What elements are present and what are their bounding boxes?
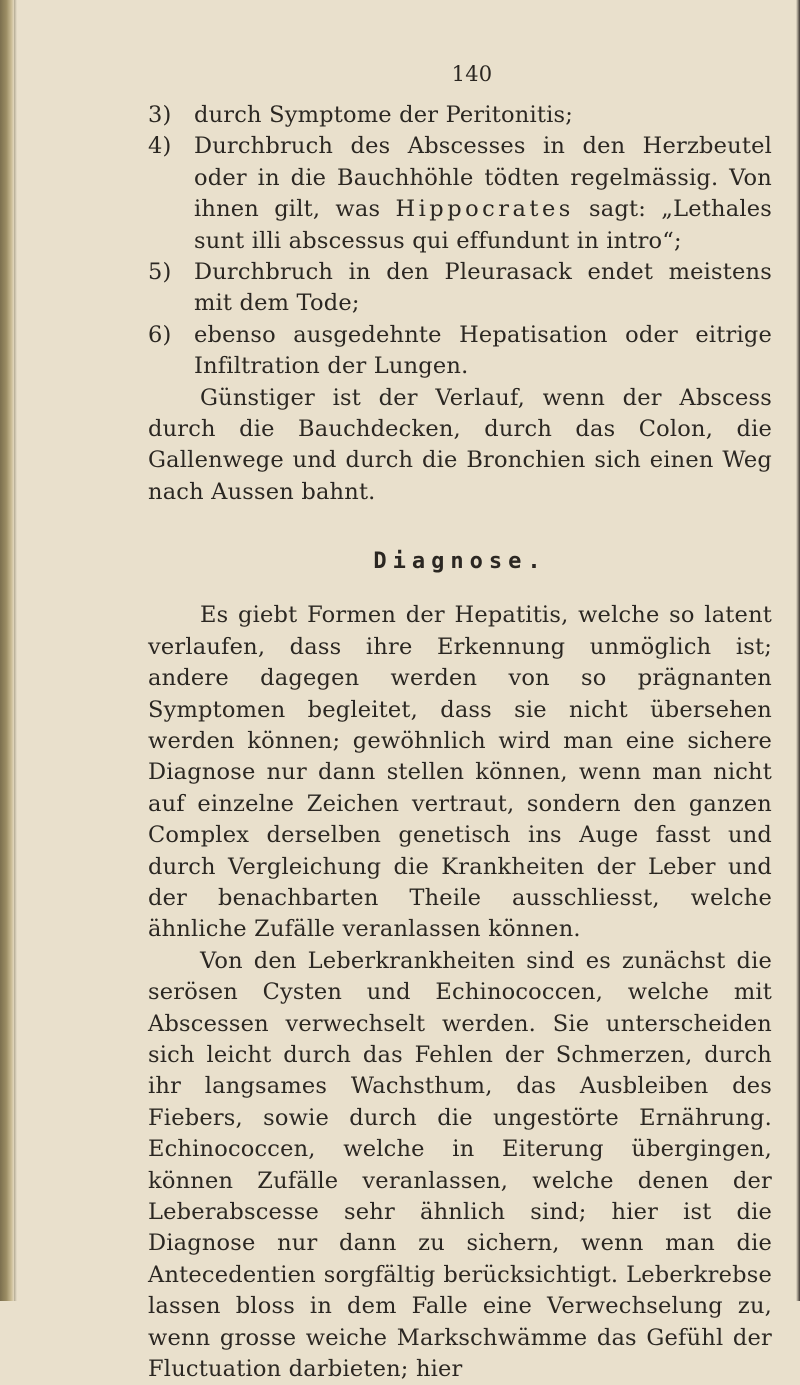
list-item <box>106 100 772 131</box>
list-item-text <box>194 131 772 257</box>
paragraph: Von den Leberkrankheiten sind es zunächst die serösen Cysten und Echinococcen, welche mit Abscessen verwechselt werden. Sie unterscheiden sich leicht durch das Fehlen der Schmerzen, durch ihr langsames Wachsthum, das Ausbleiben des Fiebers, sowie durch die ungestörte Ernährung. Echinococcen, welche in Eiterung übergingen, können Zufälle veranlassen, welche denen der Leberabscesse sehr ähnlich sind; hier ist die Diagnose nur dann zu sichern, wenn man die Antecedentien sorgfältig berücksichtigt. Leberkrebse lassen bloss in dem Falle eine Verwechselung zu, wenn grosse weiche Markschwämme das Gefühl der Fluctuation darbieten; hier <box>148 947 772 1383</box>
list-item-text: Durchbruch in den Pleurasack endet meistens mit dem Tode; <box>194 259 772 317</box>
list-item-text-part: Durchbruch des Abscesses in den Herzbeutel oder in die Bauchhöhle tödten regelmässig. Von ihnen gilt, was <box>194 133 772 223</box>
numbered-list <box>106 100 772 383</box>
paragraph: Günstiger ist der Verlauf, wenn der Abscess durch die Bauchdecken, durch das Colon, die Gallenwege und durch die Bronchien sich einen Weg nach Aussen bahnt. <box>148 384 772 505</box>
page-edge-shadow <box>796 0 800 1301</box>
list-item <box>106 131 772 257</box>
book-binding <box>0 0 14 1301</box>
book-page <box>148 60 772 1383</box>
list-item-number: 5) <box>148 259 172 286</box>
list-item-text-part: sagt: „Lethales sunt illi abscessus qui effundunt in intro“; <box>194 196 772 254</box>
list-item-number: 4) <box>148 133 172 160</box>
section-heading: Diagnose. <box>373 549 547 575</box>
list-item-number: 6) <box>148 321 172 348</box>
list-item-text: ebenso ausgedehnte Hepatisation oder eitrige Infiltration der Lungen. <box>194 321 772 380</box>
list-item <box>106 257 772 320</box>
binding-shadow <box>14 0 17 1301</box>
author-name-spaced: Hippocrates <box>395 196 574 223</box>
paragraph: Es giebt Formen der Hepatitis, welche so latent verlaufen, dass ihre Erkennung unmöglich ist; andere dagegen werden von so prägnanten Symptomen begleitet, dass sie nicht übersehen werden können; gewöhnlich wird man eine sichere Diagnose nur dann stellen können, wenn man nicht auf einzelne Zeichen vertraut, sondern den ganzen Complex derselben genetisch ins Auge fasst und durch Vergleichung die Krankheiten der Leber und der benachbarten Theile ausschliesst, welche ähnliche Zufälle veranlassen können. <box>148 602 772 943</box>
list-item-text: durch Symptome der Peritonitis; <box>194 102 574 128</box>
list-item <box>106 320 772 383</box>
page-number: 140 <box>451 62 493 86</box>
list-item-number: 3) <box>148 102 172 128</box>
